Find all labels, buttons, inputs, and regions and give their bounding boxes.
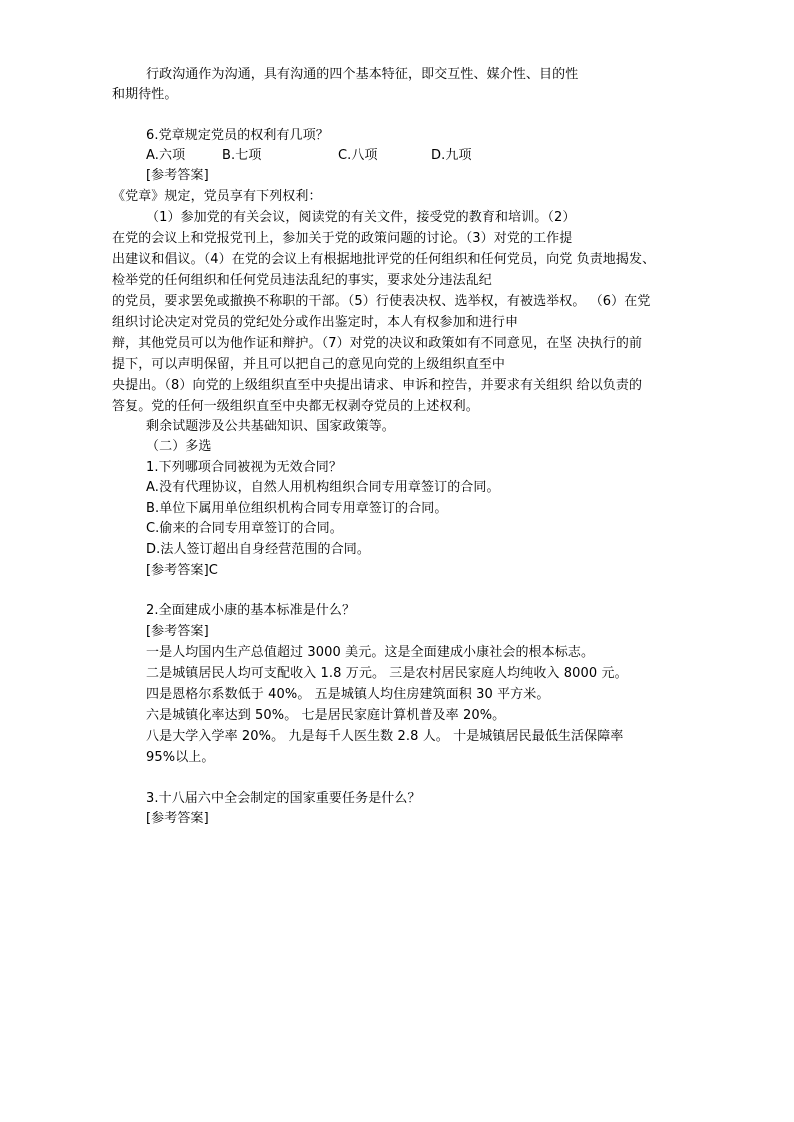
answer-line: 八是大学入学率 20%。 九是每千人医生数 2.8 人。 十是城镇居民最低生活保障率	[146, 729, 624, 744]
option-d: D.九项	[431, 148, 472, 163]
option-a: A.没有代理协议，自然人用机构组织合同专用章签订的合同。	[146, 480, 500, 495]
answer-line: 检举党的任何组织和任何党员违法乱纪的事实，要求处分违法乱纪	[112, 273, 492, 288]
answer-line: 95%以上。	[146, 750, 215, 765]
intro-line-2: 和期待性。	[112, 87, 178, 102]
answer-line: 组织讨论决定对党员的党纪处分或作出鉴定时，本人有权参加和进行申	[112, 315, 519, 330]
option-b: B.七项	[222, 148, 262, 163]
question-6: 6.党章规定党员的权利有几项？	[146, 128, 329, 143]
answer-line: 提下，可以声明保留，并且可以把自己的意见向党的上级组织直至中	[112, 357, 506, 372]
answer-line: 四是恩格尔系数低于 40%。 五是城镇人均住房建筑面积 30 平方米。	[146, 687, 550, 702]
option-c: C.八项	[338, 148, 378, 163]
remaining-note: 剩余试题涉及公共基础知识、国家政策等。	[146, 419, 395, 434]
answer-label: [参考答案]	[146, 624, 209, 639]
option-b: B.单位下属用单位组织机构合同专用章签订的合同。	[146, 501, 448, 516]
option-d: D.法人签订超出自身经营范围的合同。	[146, 542, 370, 557]
option-c: C.偷来的合同专用章签订的合同。	[146, 521, 343, 536]
section-heading: （二）多选	[146, 439, 212, 454]
answer-line: 二是城镇居民人均可支配收入 1.8 万元。 三是农村居民家庭人均纯收入 8000 元。	[146, 666, 628, 681]
answer-line: 辩，其他党员可以为他作证和辩护。（7）对党的决议和政策如有不同意见，在坚 决执行的前	[112, 336, 643, 351]
answer-line: 一是人均国内生产总值超过 3000 美元。这是全面建成小康社会的根本标志。	[146, 645, 595, 660]
question-6-options	[146, 147, 472, 165]
question-3: 3.十八届六中全会制定的国家重要任务是什么？	[146, 791, 421, 806]
question-2: 2.全面建成小康的基本标准是什么？	[146, 603, 356, 618]
intro-line-1: 行政沟通作为沟通，具有沟通的四个基本特征，即交互性、媒介性、目的性	[146, 67, 579, 82]
option-a: A.六项	[146, 148, 186, 163]
answer-line: 《党章》规定，党员享有下列权利：	[112, 189, 322, 204]
answer-line: 六是城镇化率达到 50%。 七是居民家庭计算机普及率 20%。	[146, 708, 506, 723]
answer-line: 的党员，要求罢免或撤换不称职的干部。（5）行使表决权、选举权，有被选举权。 （6）在党	[112, 294, 651, 309]
answer: [参考答案]C	[146, 563, 218, 578]
answer-label: [参考答案]	[146, 168, 209, 183]
answer-line: 在党的会议上和党报党刊上，参加关于党的政策问题的讨论。（3）对党的工作提	[112, 231, 573, 246]
question-1: 1.下列哪项合同被视为无效合同？	[146, 460, 343, 475]
answer-line: 央提出。（8）向党的上级组织直至中央提出请求、申诉和控告，并要求有关组织 给以负责的	[112, 378, 643, 393]
answer-line: 出建议和倡议。（4）在党的会议上有根据地批评党的任何组织和任何党员，向党 负责地揭发、	[112, 252, 656, 267]
answer-line: 答复。党的任何一级组织直至中央都无权剥夺党员的上述权利。	[112, 399, 479, 414]
answer-line: （1）参加党的有关会议，阅读党的有关文件，接受党的教育和培训。（2）	[146, 210, 576, 225]
answer-label: [参考答案]	[146, 811, 209, 826]
